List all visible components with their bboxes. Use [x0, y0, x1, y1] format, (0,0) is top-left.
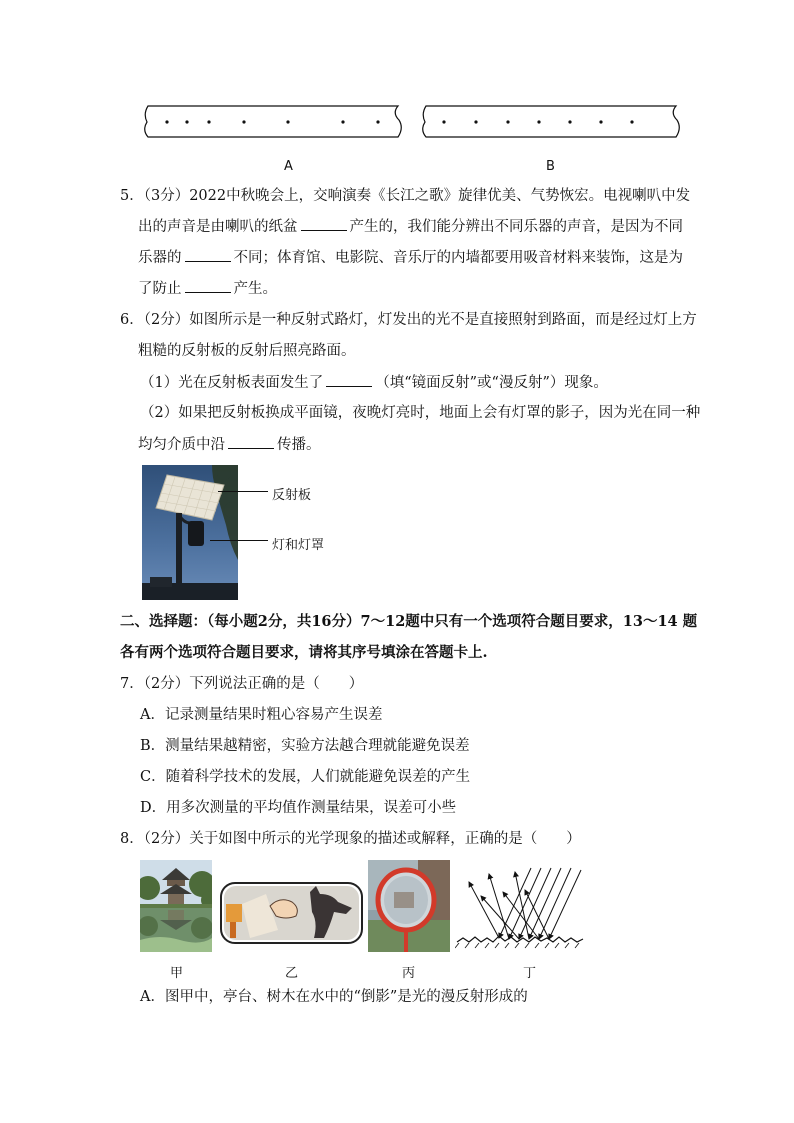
q5-line4-b: 产生。	[233, 281, 277, 297]
street-lamp-photo	[142, 465, 238, 600]
q7-option-a[interactable]: A．记录测量结果时粗心容易产生误差	[140, 707, 383, 723]
hand-shadow-image	[220, 882, 363, 944]
q6-sub1-b: （填“镜面反射”或“漫反射”）现象。	[375, 375, 608, 391]
caption-bing: 丙	[402, 966, 416, 981]
diffuse-reflection-diagram	[455, 862, 585, 950]
answer-blank-q5-3[interactable]	[185, 278, 231, 293]
answer-blank-q5-1[interactable]	[301, 216, 347, 231]
answer-blank-q6-1[interactable]	[326, 372, 372, 387]
q6-sub1	[140, 372, 608, 393]
q5-line1: 5．（3分）2022中秋晚会上，交响演奏《长江之歌》旋律优美、气势恢宏。电视喇叭中发	[120, 188, 691, 204]
tube-figure-b	[418, 100, 683, 144]
label-reflector: 反射板	[272, 488, 312, 503]
q5-line4	[138, 278, 277, 299]
q5-line2-a: 出的声音是由喇叭的纸盆	[138, 219, 298, 235]
q7-option-b[interactable]: B．测量结果越精密，实验方法越合理就能避免误差	[140, 738, 470, 754]
figure-label-a: A	[284, 159, 293, 174]
q5-line2	[138, 216, 683, 237]
q6-sub2: （2）如果把反射板换成平面镜，夜晚灯亮时，地面上会有灯罩的影子，因为光在同一种	[140, 405, 701, 421]
q5-line3	[138, 247, 683, 268]
q6-line2: 粗糙的反射板的反射后照亮路面。	[138, 343, 356, 359]
tube-figure-a	[140, 100, 405, 144]
q5-line3-a: 乐器的	[138, 250, 182, 266]
answer-blank-q5-2[interactable]	[185, 247, 231, 262]
caption-jia: 甲	[170, 966, 184, 981]
pointer-line-reflector	[218, 491, 268, 492]
pointer-line-lamp	[210, 540, 268, 541]
convex-mirror-image	[368, 860, 450, 952]
q5-line2-b: 产生的，我们能分辨出不同乐器的声音，是因为不同	[349, 219, 683, 235]
pavilion-reflection-image	[140, 860, 212, 952]
label-lamp: 灯和灯罩	[272, 538, 325, 553]
figure-label-b: B	[546, 159, 555, 174]
q7-option-d[interactable]: D．用多次测量的平均值作测量结果，误差可小些	[140, 800, 457, 816]
q6-sub2-cont	[138, 434, 321, 455]
q8-option-a[interactable]: A．图甲中，亭台、树木在水中的“倒影”是光的漫反射形成的	[140, 989, 528, 1005]
q6-sub1-a: （1）光在反射板表面发生了	[140, 375, 324, 391]
section2-heading-line2: 各有两个选项符合题目要求，请将其序号填涂在答题卡上.	[120, 644, 488, 661]
q6-line1: 6．（2分）如图所示是一种反射式路灯，灯发出的光不是直接照射到路面，而是经过灯上方	[120, 312, 697, 328]
section2-heading-line1: 二、选择题：（每小题2分，共16分）7～12题中只有一个选项符合题目要求，13～14 题	[120, 613, 698, 630]
caption-ding: 丁	[523, 966, 537, 981]
caption-yi: 乙	[285, 966, 299, 981]
q6-sub2-c: 传播。	[277, 437, 321, 453]
q7-option-c[interactable]: C．随着科学技术的发展，人们就能避免误差的产生	[140, 769, 471, 785]
answer-blank-q6-2[interactable]	[228, 434, 274, 449]
q5-line3-b: 不同；体育馆、电影院、音乐厅的内墙都要用吸音材料来装饰，这是为	[233, 250, 683, 266]
q5-line4-a: 了防止	[138, 281, 182, 297]
q7-stem: 7．（2分）下列说法正确的是（ ）	[120, 676, 364, 692]
q8-stem: 8．（2分）关于如图中所示的光学现象的描述或解释，正确的是（ ）	[120, 831, 581, 847]
q6-sub2-b: 均匀介质中沿	[138, 437, 225, 453]
